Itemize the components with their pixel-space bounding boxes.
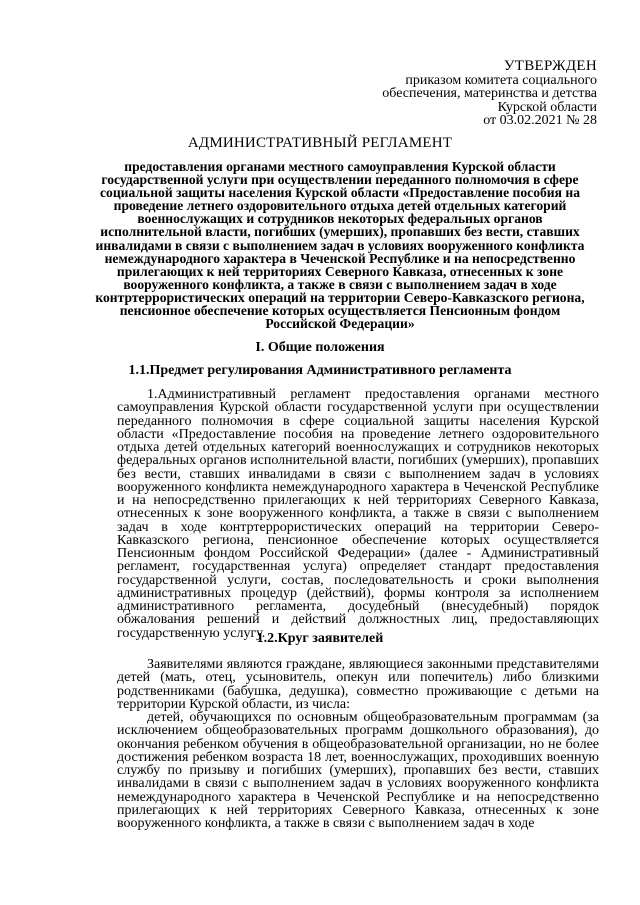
approval-stamp (382, 60, 597, 128)
section-heading: I. Общие положения (255, 340, 385, 355)
paragraph-subject (117, 388, 599, 640)
subsection-heading: 1.2.Круг заявителей (256, 631, 384, 646)
approval-line: Курской области (497, 99, 597, 115)
approval-line: обеспечения, материнства и детства (382, 86, 597, 101)
paragraph-text: детей, обучающихся по основным общеобразовательным программам (за исключением общеобразовательных программ дошкольного образования), до окончания ребенком обучения в общеобразовательной организации, но не более достижения ребенком возраста 18 лет, военнослужащих, проходивших военную службу по призыву и погибших (умерших), пропавших без вести, ставших инвалидами в связи с выполнением задач в условиях вооруженного конфликта немеждународного характера в Чеченской Республике и на непосредственно прилегающих к ней территориях Северного Кавказа, отнесенных к зоне вооруженного конфликта, а также в связи с выполнением задач в ходе (117, 710, 599, 831)
approval-date: от 03.02.2021 № 28 (483, 113, 597, 128)
paragraph-text: Заявителями являются граждане, являющиеся законными представителями детей (мать, отец, усыновитель, опекун или попечитель) либо близкими родственниками (бабушка, дедушка), совместно проживающие с детьми на территории Курской области, из числа: (117, 657, 599, 712)
subsection-heading: 1.1.Предмет регулирования Административного регламента (128, 363, 512, 378)
approval-title: УТВЕРЖДЕН (503, 58, 597, 74)
paragraph-applicants (117, 658, 599, 830)
paragraph-text: 1.Административный регламент предоставления органами местного самоуправления Курской области государственной услуги при осуществлении переданного полномочия в сфере социальной защиты населения Курской области «Предоставление пособия на проведение летнего оздоровительного отдыха детей отдельных категорий военнослужащих и сотрудников некоторых федеральных органов исполнительной власти, погибших (умерших), пропавших без вести, ставших инвалидами в связи с выполнением задач в условиях вооруженного конфликта немеждународного характера в Чеченской Республике и на непосредственно прилегающих к ней территориях Северного Кавказа, отнесенных к зоне вооруженного конфликта, а также в связи с выполнением задач в ходе контртеррористических операций на территории Северо-Кавказского региона, пенсионное обеспечение которых осуществляется Пенсионным фондом Российской Федерации» (далее - Административный регламент, государственная услуга) определяет стандарт предоставления государственной услуги, состав, последовательность и сроки выполнения административных процедур (действий), формы контроля за исполнением административного регламента, досудебный (внесудебный) порядок обжалования решений и действий должностных лиц, предоставляющих государственную услугу. (117, 387, 599, 641)
approval-line: приказом комитета социального (405, 72, 597, 88)
document-title: АДМИНИСТРАТИВНЫЙ РЕГЛАМЕНТ (187, 135, 453, 151)
document-subtitle: предоставления органами местного самоуправления Курской области государственной услуги при осуществлении переданного полномочия в сфере социальной защиты населения Курской области «Предоставление пособия на проведение летнего оздоровительного отдыха детей отдельных категорий военнослужащих и сотрудников некоторых федеральных органов исполнительной власти, погибших (умерших), пропавших без вести, ставших инвалидами в связи с выполнением задач в условиях вооруженного конфликта немеждународного характера в Чеченской Республике и на непосредственно прилегающих к ней территориях Северного Кавказа, отнесенных к зоне вооруженного конфликта, а также в связи с выполнением задач в ходе контртеррористических операций на территории Северо-Кавказского региона, пенсионное обеспечение которых осуществляется Пенсионным фондом Российской Федерации» (95, 159, 585, 332)
